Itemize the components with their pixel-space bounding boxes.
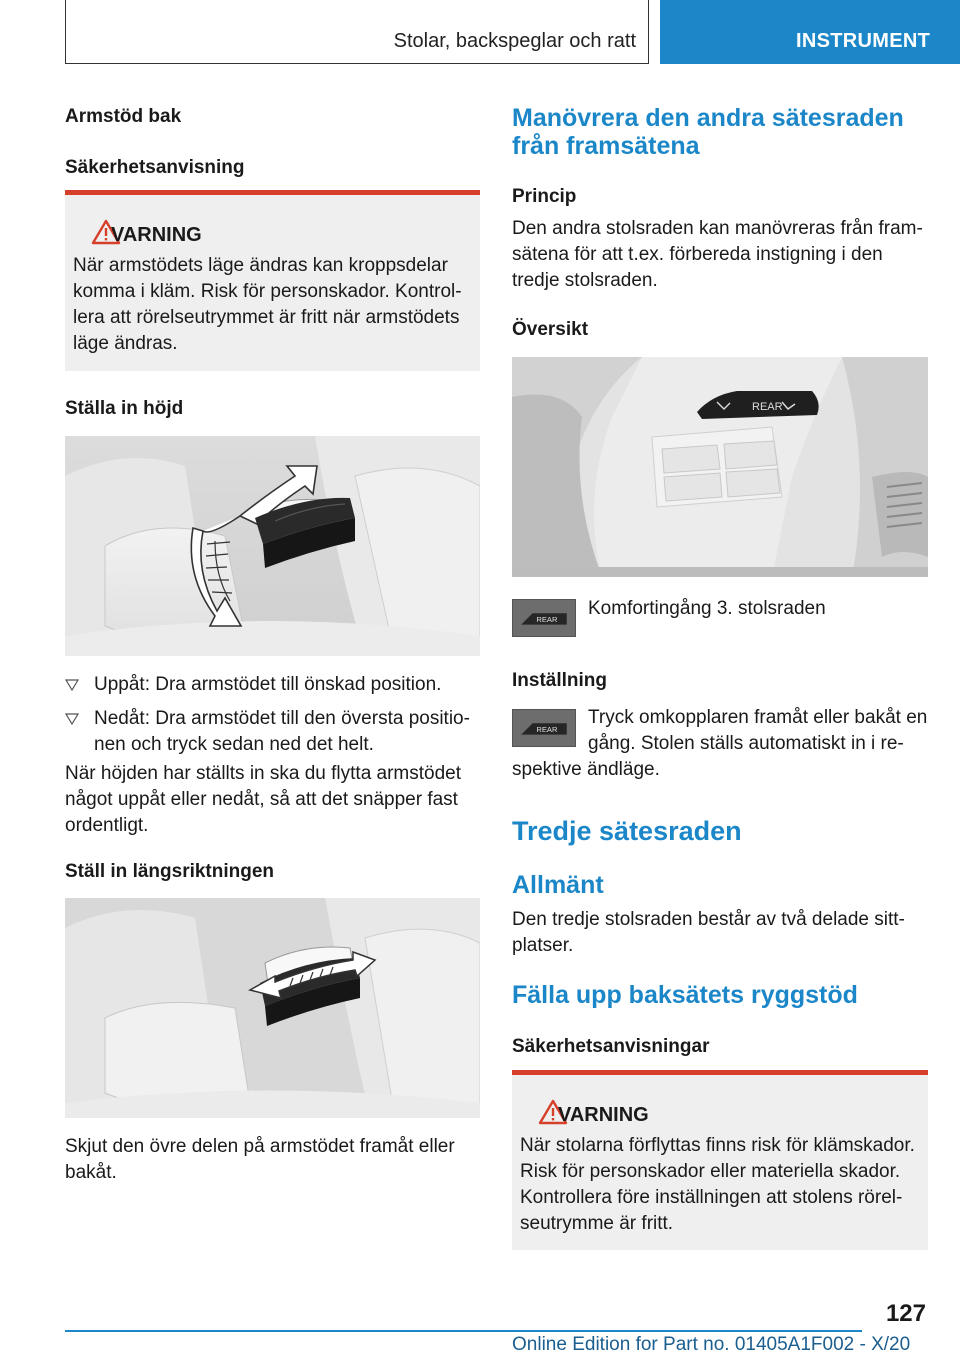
heading-operate-second-row — [512, 104, 904, 160]
warning-line: lera att rörelseutrymmet är fritt när armstödets — [73, 307, 460, 328]
warning-line: Risk för personskador eller materiella skador. — [520, 1161, 901, 1182]
warning-box-armrest — [65, 190, 480, 371]
rear-button-label: REAR — [752, 401, 783, 413]
paragraph-line: Skjut den övre delen på armstödet framåt eller — [65, 1136, 455, 1157]
paragraph-line: ordentligt. — [65, 815, 149, 836]
paragraph-line: platser. — [512, 935, 574, 956]
rear-icon-label: REAR — [536, 614, 558, 624]
page-number: 127 — [885, 1300, 926, 1327]
rear-seat-button-icon — [512, 599, 576, 637]
warning-line: läge ändras. — [73, 333, 178, 354]
heading-armrest: Armstöd bak — [65, 106, 182, 127]
warning-title: VARNING — [111, 224, 202, 246]
footer-edition-link[interactable]: Online Edition for Part no. 01405A1F002 - X/20 — [512, 1334, 911, 1355]
warning-box-seats — [512, 1070, 928, 1250]
armrest-height-illustration — [65, 436, 480, 656]
armrest-length-illustration — [65, 898, 480, 1118]
paragraph-after-length — [65, 1134, 455, 1186]
setting-line-2: gång. Stolen ställs automatiskt in i re- — [588, 733, 904, 754]
warning-text — [520, 1133, 915, 1237]
paragraph-principle — [512, 216, 923, 294]
bullet-up — [94, 672, 441, 698]
paragraph-after-height — [65, 761, 461, 839]
heading-overview: Översikt — [512, 319, 589, 340]
triangle-bullet-icon — [65, 679, 79, 691]
header-section-title: Stolar, backspeglar och ratt — [393, 30, 636, 52]
heading-line: från framsätena — [512, 132, 700, 160]
heading-fold-backrest: Fälla upp baksätets ryggstöd — [512, 981, 858, 1009]
paragraph-line: tredje stolsraden. — [512, 270, 658, 291]
paragraph-general — [512, 907, 905, 959]
rear-icon-label: REAR — [536, 724, 558, 734]
paragraph-line: sätena för att t.ex. förbereda instigning i den — [512, 244, 883, 265]
heading-safety-note: Säkerhetsanvisning — [65, 157, 245, 178]
warning-line: komma i kläm. Risk för personskador. Kontrol- — [73, 281, 462, 302]
header-section-box — [65, 0, 649, 64]
warning-line: Kontrollera före inställningen att stolens rörel- — [520, 1187, 903, 1208]
warning-title: VARNING — [558, 1104, 649, 1126]
warning-text — [73, 253, 462, 357]
heading-set-height: Ställa in höjd — [65, 398, 184, 419]
warning-line: När armstödets läge ändras kan kroppsdelar — [73, 255, 448, 276]
heading-third-row: Tredje sätesraden — [512, 816, 742, 846]
warning-line: När stolarna förflyttas finns risk för klämskador. — [520, 1135, 915, 1156]
rear-seat-button-icon — [512, 709, 576, 747]
paragraph-line: Den andra stolsraden kan manövreras från fram- — [512, 218, 923, 239]
warning-line: seutrymme är fritt. — [520, 1213, 674, 1234]
header-chapter-label: INSTRUMENT — [796, 30, 931, 52]
header-chapter-tab[interactable] — [660, 0, 960, 64]
door-panel-rear-button-photo — [512, 357, 928, 577]
paragraph-line: Den tredje stolsraden består av två delade sitt- — [512, 909, 905, 930]
heading-general: Allmänt — [512, 871, 604, 899]
paragraph-line: något uppåt eller nedåt, så att det snäpper fast — [65, 789, 458, 810]
bullet-line: nen och tryck sedan ned det helt. — [94, 734, 374, 755]
bullet-line: Nedåt: Dra armstödet till den översta positio- — [94, 708, 470, 729]
heading-principle: Princip — [512, 186, 577, 207]
overview-caption: Komfortingång 3. stolsraden — [588, 598, 826, 619]
bullet-line: Uppåt: Dra armstödet till önskad position. — [94, 674, 442, 695]
paragraph-line: När höjden har ställts in ska du flytta armstödet — [65, 763, 462, 784]
heading-safety-notes: Säkerhetsanvisningar — [512, 1036, 710, 1057]
paragraph-line: bakåt. — [65, 1162, 117, 1183]
heading-set-length: Ställ in längsriktningen — [65, 861, 275, 882]
setting-line-1: Tryck omkopplaren framåt eller bakåt en — [588, 707, 928, 728]
setting-line-3: spektive ändläge. — [512, 759, 660, 780]
heading-setting: Inställning — [512, 670, 607, 691]
footer-divider — [65, 1330, 862, 1332]
triangle-bullet-icon — [65, 713, 79, 725]
heading-line: Manövrera den andra sätesraden — [512, 104, 904, 132]
bullet-down — [94, 706, 470, 758]
